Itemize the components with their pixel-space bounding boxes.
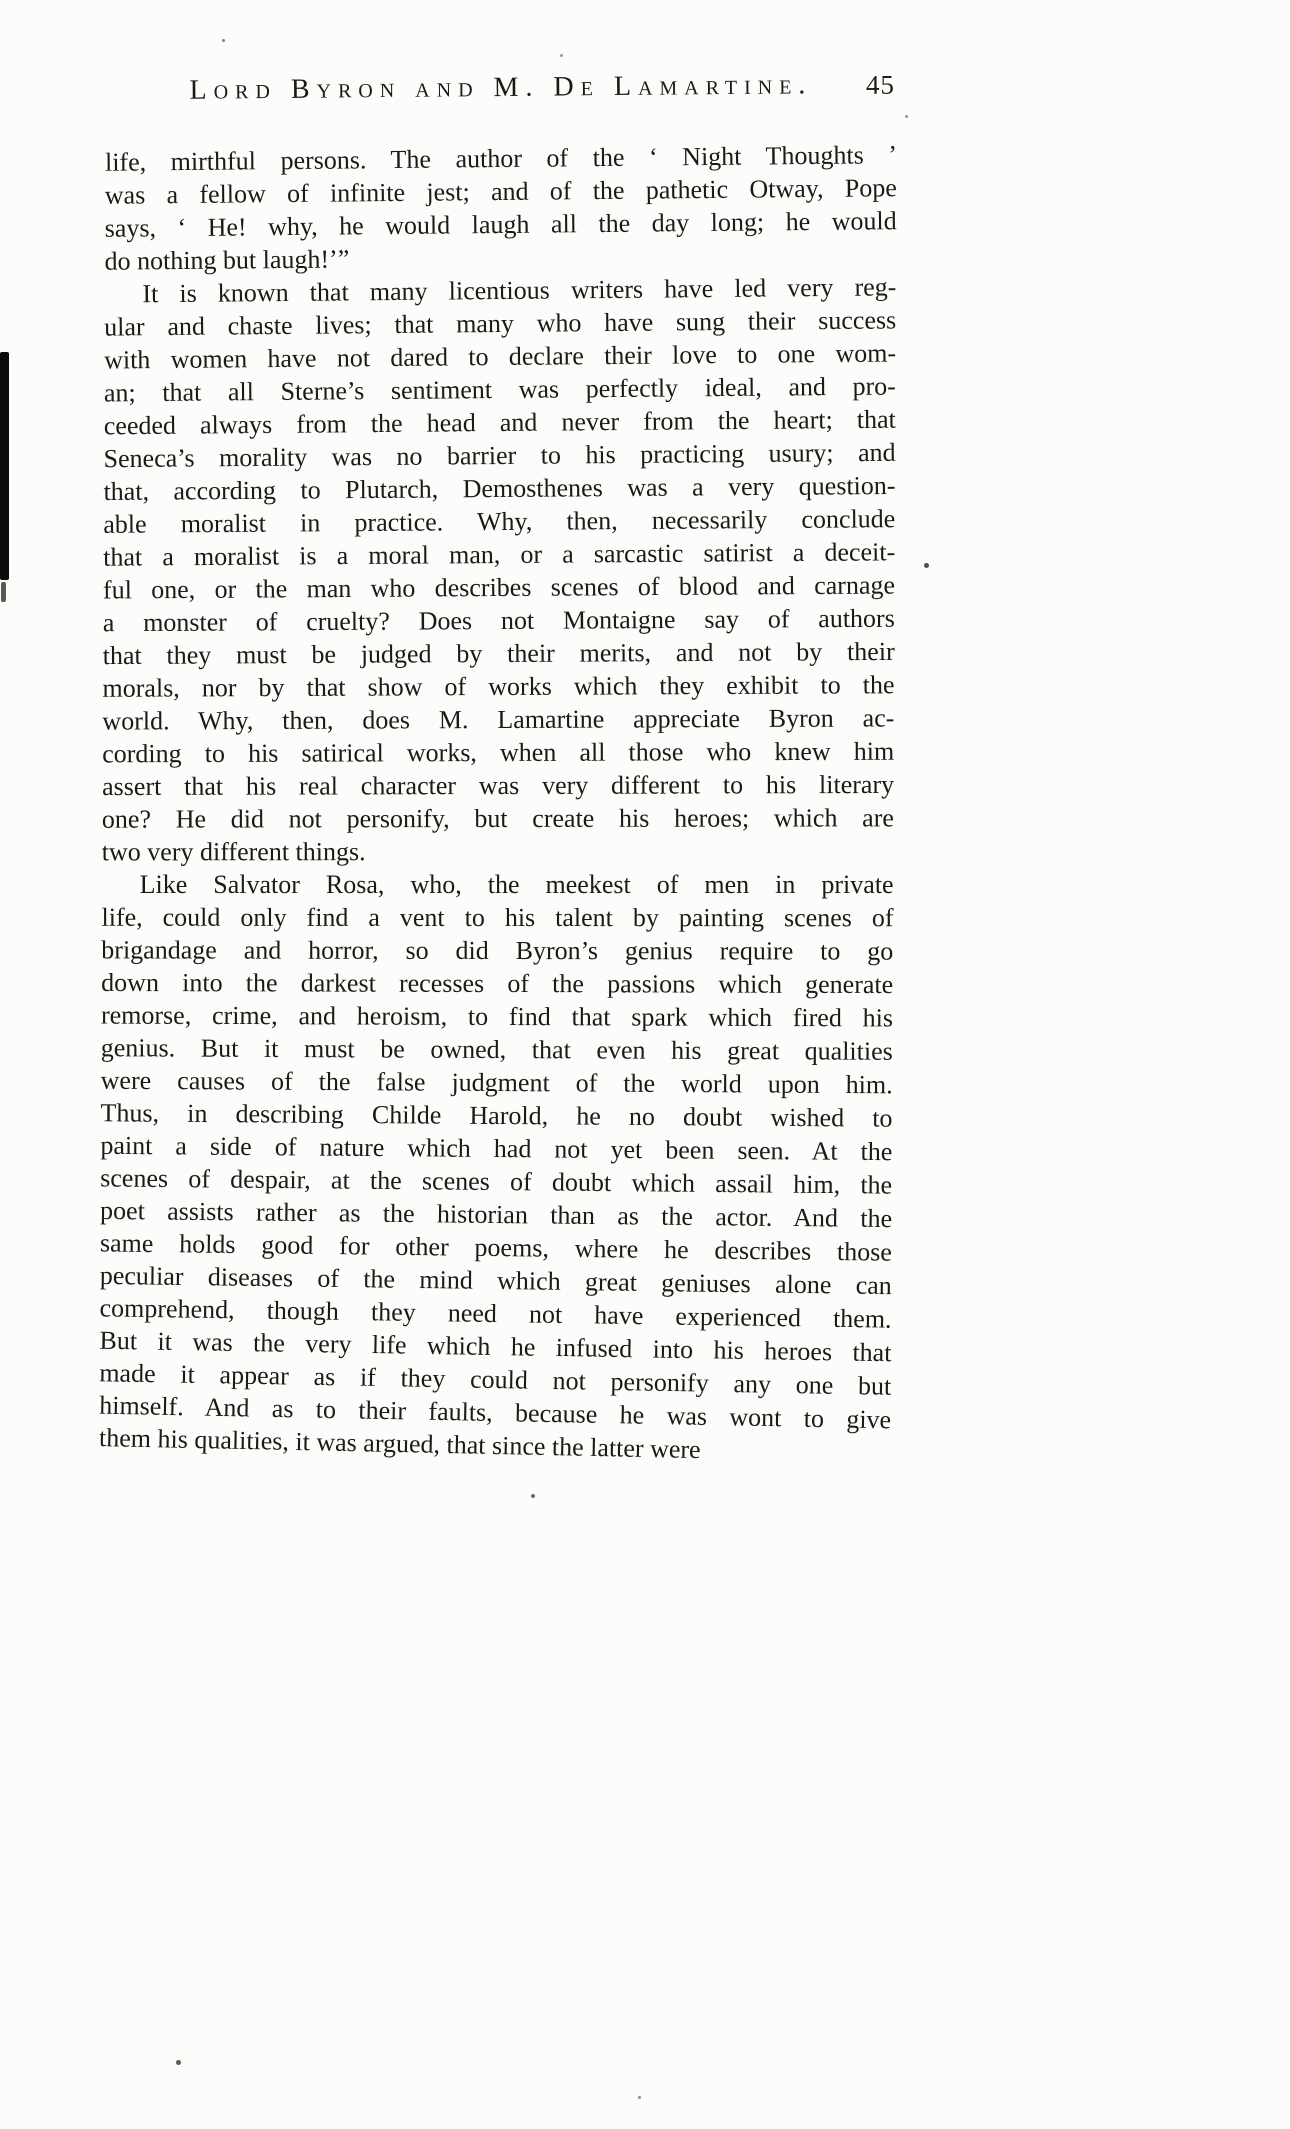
text-line: them his qualities, it was argued, that since the latter were	[98, 1423, 701, 1465]
scan-artifact-bar-tail	[1, 582, 6, 602]
text-line: life, could only find a vent to his talent by painting scenes of	[101, 902, 894, 933]
text-line: able moralist in practice. Why, then, necessarily conclude	[103, 504, 896, 539]
text-line: Like Salvator Rosa, who, the meekest of men in private	[139, 869, 894, 900]
running-title: Lord Byron and M. De Lamartine.	[189, 69, 813, 106]
text-line: Thus, in describing Childe Harold, he no doubt wished to	[100, 1098, 893, 1133]
body-lines	[98, 140, 898, 1465]
text-line: world. Why, then, does M. Lamartine appreciate Byron ac-	[102, 703, 895, 736]
text-line: that, according to Plutarch, Demosthenes was a very question-	[103, 470, 896, 507]
text-line: with women have not dared to declare their love to one wom-	[103, 338, 897, 375]
text-line: made it appear as if they could not personify any one but	[99, 1358, 892, 1401]
scan-speck	[531, 1494, 535, 1498]
text-line: comprehend, though they need not have experienced them.	[99, 1293, 892, 1334]
text-line: cording to his satirical works, when all those who knew him	[102, 736, 895, 769]
text-line: himself. And as to their faults, because he was wont to give	[98, 1390, 892, 1435]
text-line: It is known that many licentious writers have led very reg-	[142, 272, 897, 309]
scan-speck	[176, 2060, 181, 2065]
text-line: ular and chaste lives; that many who have sung their success	[104, 305, 897, 342]
scan-speck	[905, 115, 908, 118]
scan-speck	[638, 2096, 641, 2099]
text-line: down into the darkest recesses of the passions which generate	[101, 967, 894, 1000]
text-line: genius. But it must be owned, that even his great qualities	[100, 1033, 893, 1066]
text-line: an; that all Sterne’s sentiment was perfectly ideal, and pro-	[103, 371, 897, 408]
text-line: morals, nor by that show of works which they exhibit to the	[102, 670, 895, 703]
text-line: peculiar diseases of the mind which great geniuses alone can	[99, 1260, 892, 1301]
scan-speck	[924, 563, 929, 568]
text-line: brigandage and horror, so did Byron’s genius require to go	[101, 935, 894, 966]
text-line: says, ‘ He! why, he would laugh all the day long; he would	[104, 206, 897, 243]
text-line: a monster of cruelty? Does not Montaigne say of authors	[102, 603, 895, 638]
scan-artifact-bar	[0, 352, 9, 580]
text-line: one? He did not personify, but create his heroes; which are	[101, 803, 894, 834]
text-line: scenes of despair, at the scenes of doubt which assail him, the	[100, 1163, 893, 1200]
text-line: that a moralist is a moral man, or a sarcastic satirist a deceit-	[103, 537, 896, 572]
page-header	[105, 69, 897, 116]
text-line: paint a side of nature which had not yet been seen. At the	[100, 1130, 893, 1167]
text-line: do nothing but laugh!’”	[104, 244, 350, 276]
text-line: were causes of the false judgment of the world upon him.	[100, 1065, 893, 1100]
text-line: poet assists rather as the historian than as the actor. And the	[99, 1195, 893, 1234]
text-line: was a fellow of infinite jest; and of the pathetic Otway, Pope	[104, 173, 897, 210]
text-line: assert that his real character was very different to his literary	[102, 769, 895, 802]
text-line: ful one, or the man who describes scenes of blood and carnage	[102, 570, 896, 605]
text-line: two very different things.	[101, 837, 366, 867]
text-line: But it was the very life which he infused into his heroes that	[99, 1325, 892, 1368]
text-line: that they must be judged by their merits, and not by their	[102, 636, 895, 671]
text-line: ceeded always from the head and never from the heart; that	[103, 404, 896, 441]
scan-speck	[222, 39, 225, 42]
text-line: life, mirthful persons. The author of the ‘ Night Thoughts ’	[104, 140, 898, 177]
text-line: same holds good for other poems, where he describes those	[99, 1228, 893, 1267]
text-line: Seneca’s morality was no barrier to his practicing usury; and	[103, 437, 896, 474]
scan-speck	[560, 54, 563, 57]
page-number: 45	[865, 69, 896, 100]
text-line: remorse, crime, and heroism, to find that spark which fired his	[100, 1000, 894, 1033]
